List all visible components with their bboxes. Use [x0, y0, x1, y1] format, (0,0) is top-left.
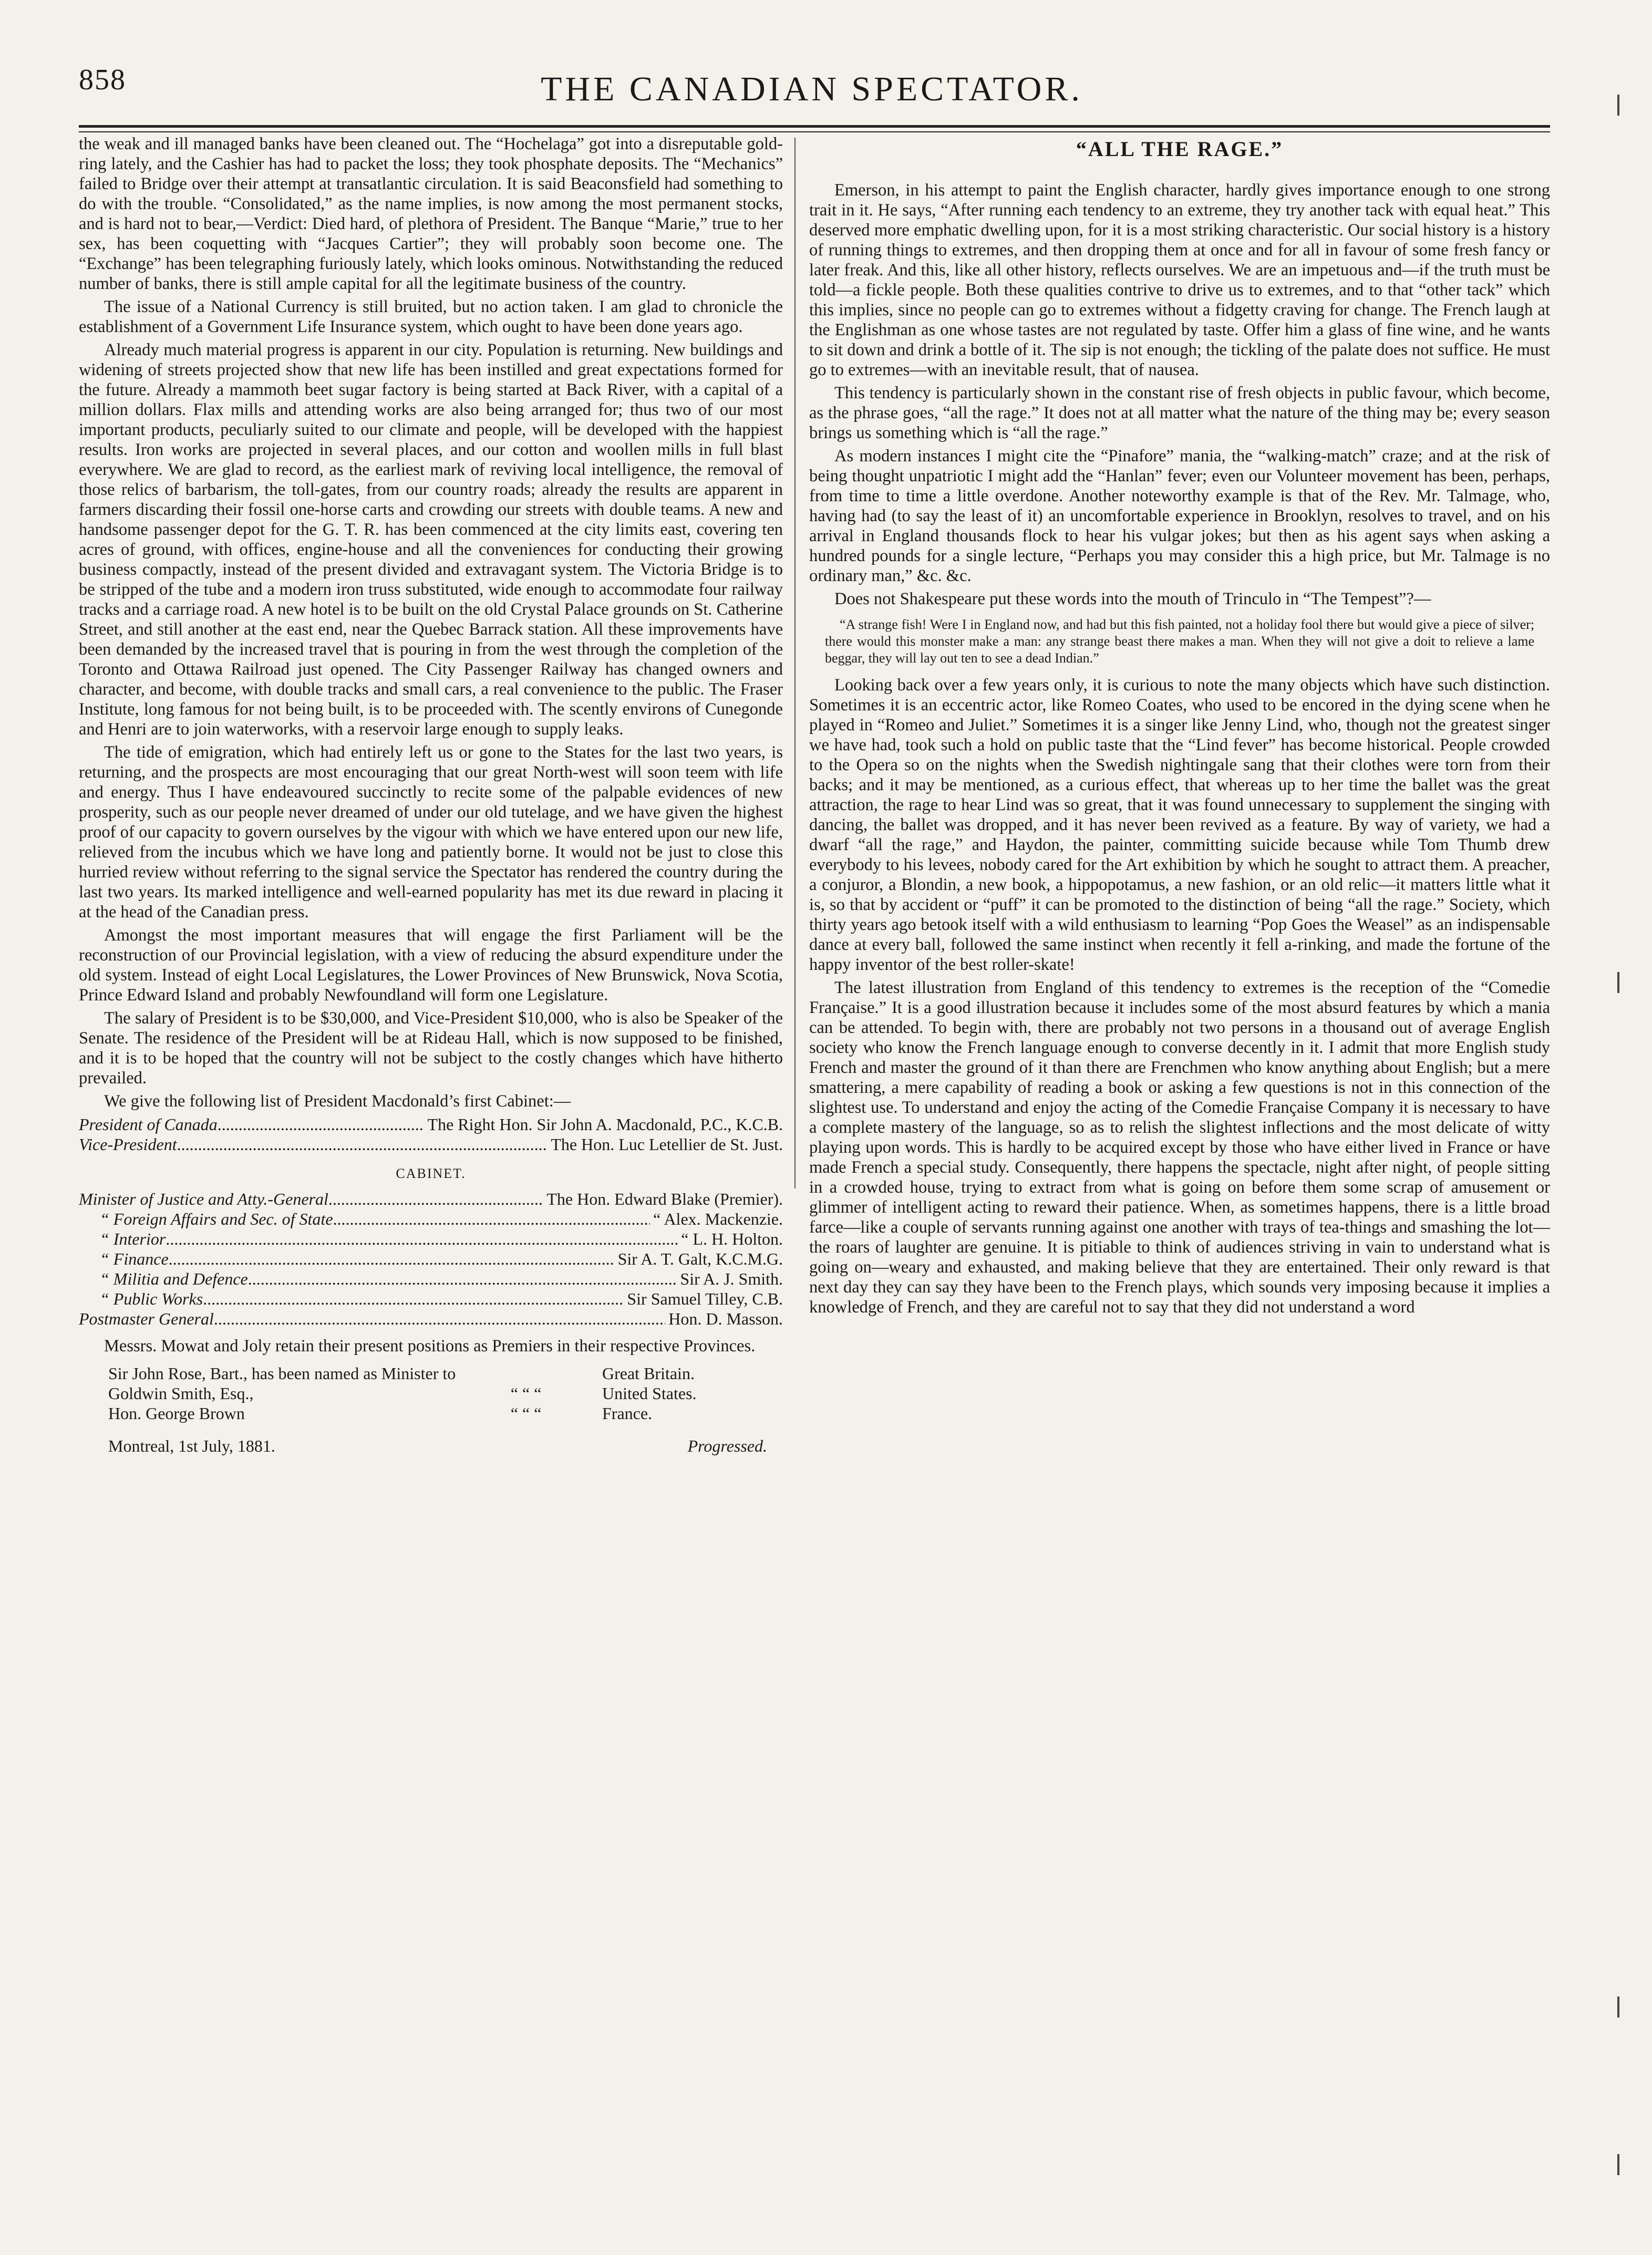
cabinet-name: The Hon. Edward Blake (Premier). [546, 1189, 783, 1208]
page-number: 858 [79, 64, 126, 96]
scan-edge-mark [1617, 95, 1619, 116]
leader-dots [328, 1189, 544, 1209]
minister-name: Hon. George Brown [108, 1404, 245, 1423]
leader-dots [218, 1114, 425, 1134]
minister-row [108, 1363, 783, 1383]
header-rule-thick [79, 125, 1550, 128]
signoff [108, 1436, 767, 1456]
masthead-title: THE CANADIAN SPECTATOR. [541, 70, 1083, 108]
cabinet-name: Sir A. J. Smith. [680, 1269, 783, 1288]
officer-line [79, 1134, 783, 1154]
cabinet-name: Hon. D. Masson. [668, 1309, 783, 1328]
minister-name: Goldwin Smith, Esq., [108, 1384, 254, 1403]
cabinet-line [79, 1229, 783, 1249]
column-divider [794, 138, 796, 1188]
leader-dots [169, 1249, 615, 1269]
officers-list [79, 1114, 783, 1154]
cabinet-name: “ Alex. Mackenzie. [653, 1209, 783, 1228]
minister-row [108, 1383, 783, 1403]
cabinet-name: Sir Samuel Tilley, C.B. [627, 1289, 783, 1308]
minister-post: Great Britain. [602, 1364, 695, 1383]
ditto-marks: “ “ “ [510, 1404, 542, 1423]
article-paragraph: The latest illustration from England of this tendency to extremes is the reception of the “Comedie Française.” It is a good illustration because it includes some of the most absurd features by which a mania can be attended. To begin with, there are probably not two persons in a thousand out of average English society who know the French language enough to converse decently in it. I admit that more English study French and master the ground of it than there are Frenchmen who know anything about English; but a mere smattering, a mere capability of reading a book or asking a few questions is not in this connection of the slightest use. To understand and enjoy the acting of the Comedie Française Company it is necessary to have a complete mastery of the language, so as to relish the slightest inflections and the most delicate of witty playing upon words. This is hardly to be acquired except by those who have either lived in France or have made French a special study. Consequently, there happens the spectacle, night after night, of people sitting in a crowded house, trying to extract from what is going on before them some scrap of amusement or glimmer of intelligent acting to reward their patience. When, as sometimes happens, there is a little broad farce—like a couple of servants running against one another with trays of tea-things and smashing the lot—the roars of laughter are genuine. It is pitiable to think of audiences striving in vain to understand what is going on—weary and exhausted, and making believe that they are entertained. Their only reward is that next day they can say they have been to the French plays, which sounds very imposing because it implies a knowledge of French, and they are careful not to say that they did not understand a word [809, 978, 1550, 1317]
cabinet-name: Sir A. T. Galt, K.C.M.G. [617, 1249, 783, 1268]
premiers-note: Messrs. Mowat and Joly retain their present positions as Premiers in their respective Provinces. [104, 1337, 756, 1356]
article-paragraph: Amongst the most important measures that will engage the first Parliament will be the reconstruction of our Provincial legislation, with a view of reducing the absurd expenditure under the old system. Instead of eight Local Legislatures, the Lower Provinces of New Brunswick, Nova Scotia, Prince Edward Island and probably Newfoundland will form one Legislature. [79, 926, 783, 1005]
cabinet-line [79, 1189, 783, 1209]
officer-role: Vice-President [79, 1135, 177, 1154]
article-paragraph: We give the following list of President Macdonald’s first Cabinet:— [104, 1092, 571, 1111]
cabinet-role: “ Militia and Defence [100, 1269, 248, 1288]
article-paragraph: Already much material progress is apparent in our city. Population is returning. New buildings and widening of streets projected show that new life has been instilled and great expectations formed for the future. Already a mammoth beet sugar factory is being started at Back River, with a capital of a million dollars. Flax mills and attending works are also being arranged for; thus two of our most important products, peculiarly suited to our climate and people, will be developed with the happiest results. Iron works are projected in several places, and our cotton and woollen mills in full blast everywhere. We are glad to record, as the earliest mark of reviving local intelligence, the removal of those relics of barbarism, the toll-gates, from our country roads; already the results are apparent in farmers discarding their fossil one-horse carts and crowding our streets with double teams. A new and handsome passenger depot for the G. T. R. has been commenced at the city limits east, covering ten acres of ground, with offices, engine-house and all the conveniences for conducting their growing business compactly, instead of the present divided and extravagant system. The Victoria Bridge is to be stripped of the tube and a modern iron truss substituted, wide enough to accommodate four railway tracks and a carriage road. A new hotel is to be built on the old Crystal Palace grounds on St. Catherine Street, and still another at the east end, near the Quebec Barrack station. All these improvements have been demanded by the increased travel that is pouring in from the west through the completion of the Toronto and Ottawa Railroad just opened. The City Passenger Railway has changed owners and character, and become, with double tracks and small cars, a real convenience to the public. The Fraser Institute, long famous for not being built, is to be proceeded with. The scently environs of Cunegonde and Henri are to join waterworks, with a reservoir large enough to supply leaks. [79, 340, 783, 739]
cabinet-role: “ Foreign Affairs and Sec. of State [100, 1209, 333, 1228]
officer-line [79, 1114, 783, 1134]
ministers-list [108, 1363, 783, 1423]
cabinet-role: “ Interior [100, 1229, 166, 1248]
leader-dots [333, 1209, 650, 1229]
right-column [809, 134, 1550, 1320]
article-title: “ALL THE RAGE.” [1076, 137, 1284, 161]
leader-dots [203, 1289, 624, 1309]
minister-name: Sir John Rose, Bart., has been named as Minister to [108, 1364, 456, 1383]
cabinet-line [79, 1209, 783, 1229]
cabinet-list [79, 1189, 783, 1329]
cabinet-role: Postmaster General [79, 1309, 214, 1328]
block-quote: “A strange fish! Were I in England now, and had but this fish painted, not a holiday fool there but would give a piece of silver; there would this monster make a man: any strange beast there makes a man. When they will not give a doit to relieve a lame beggar, they will lay out ten to see a dead Indian.” [825, 617, 1534, 666]
minister-post: United States. [602, 1384, 697, 1403]
signature: Progressed. [687, 1436, 767, 1455]
article-paragraph: Does not Shakespeare put these words into the mouth of Trinculo in “The Tempest”?— [834, 589, 1431, 608]
scan-edge-mark [1617, 1997, 1619, 2018]
article-paragraph: The salary of President is to be $30,000, and Vice-President $10,000, who is also be Speaker of the Senate. The residence of the President will be at Rideau Hall, which is now supposed to be finished, and it is to be hoped that the country will not be subject to the costly changes which have hitherto prevailed. [79, 1009, 783, 1088]
cabinet-role: “ Public Works [100, 1289, 203, 1308]
scan-edge-mark [1617, 972, 1619, 993]
scan-edge-mark [1617, 2154, 1619, 2175]
cabinet-line [79, 1309, 783, 1329]
leader-dots [214, 1309, 665, 1329]
cabinet-role: Minister of Justice and Atty.-General [79, 1189, 328, 1208]
cabinet-name: “ L. H. Holton. [681, 1229, 783, 1248]
cabinet-role: “ Finance [100, 1249, 169, 1268]
officer-role: President of Canada [79, 1115, 218, 1134]
article-paragraph: the weak and ill managed banks have been cleaned out. The “Hochelaga” got into a disreputable gold-ring lately, and the Cashier has had to packet the loss; they took phosphate deposits. The “Mechanics” failed to Bridge over their attempt at transatlantic circulation. It is said Beaconsfield had something to do with the trouble. “Consolidated,” as the name implies, is now among the most permanent stocks, and is hard not to bear,—Verdict: Died hard, of plethora of President. The Banque “Marie,” true to her sex, has been coquetting with “Jacques Cartier”; they will probably soon become one. The “Exchange” has been telegraphing furiously lately, which looks ominous. Notwithstanding the reduced number of banks, there is still ample capital for all the legitimate business of the country. [79, 135, 783, 293]
leader-dots [177, 1134, 548, 1154]
leader-dots [166, 1229, 678, 1249]
page-header [79, 58, 1545, 116]
article-paragraph: Looking back over a few years only, it is curious to note the many objects which have such distinction. Sometimes it is an eccentric actor, like Romeo Coates, who used to be encored in the dying scene when he played in “Romeo and Juliet.” Sometimes it is a singer like Jenny Lind, who, though not the greatest singer we have had, took such a hold on public taste that the “Lind fever” has become historical. People crowded to the Opera so on the nights when the Swedish nightingale sang that their clothes were torn from their backs; and it may be mentioned, as a curious effect, that whereas up to her time the ballet was the great attraction, the rage to hear Lind was so great, that it was found unnecessary to supplement the singing with dancing, the ballet was dropped, and it has never been revived as a feature. By way of variety, we had a dwarf “all the rage,” and Haydon, the painter, committing suicide because while Tom Thumb drew everybody to his levees, nobody cared for the Art exhibition by which he sought to attract them. A preacher, a conjuror, a Blondin, a new book, a hippopotamus, a new fashion, or an old relic—it matters little what it is, so that by accident or “puff” it can be promoted to the distinction of being “all the rage.” Society, which thirty years ago betook itself with a wild enthusiasm to learning “Pop Goes the Weasel” as an indispensable dance at every ball, followed the same instinct when recently it fell a-rinking, and made the fortune of the happy inventor of the best roller-skate! [809, 676, 1550, 974]
cabinet-line [79, 1249, 783, 1269]
minister-post: France. [602, 1404, 653, 1423]
cabinet-line [79, 1269, 783, 1289]
ditto-marks: “ “ “ [510, 1384, 542, 1403]
article-paragraph: As modern instances I might cite the “Pinafore” mania, the “walking-match” craze; and at the risk of being thought unpatriotic I might add the “Hanlan” fever; even our Volunteer movement has been, perhaps, from time to time a little overdone. Another noteworthy example is that of the Rev. Mr. Talmage, who, having had (to say the least of it) an uncomfortable experience in Brooklyn, resolves to travel, and on his arrival in England thousands flock to hear his vulgar jokes; but then as his agent says when asking a hundred pounds for a single lecture, “Perhaps you may consider this a high price, but Mr. Talmage is no ordinary man,” &c. &c. [809, 447, 1550, 585]
cabinet-heading: CABINET. [396, 1166, 466, 1181]
article-paragraph: The tide of emigration, which had entirely left us or gone to the States for the last two years, is returning, and the prospects are most encouraging that our great North-west will soon teem with life and energy. Thus I have endeavoured succinctly to recite some of the palpable evidences of new prosperity, such as our people never dreamed of under our old tutelage, and we have given the highest proof of our capacity to govern ourselves by the vigour with which we have entered upon our new life, relieved from the incubus which we have long and patiently borne. It would not be just to close this hurried review without referring to the signal service the Spectator has rendered the country during the last two years. Its marked intelligence and well-earned popularity has met its due reward in placing it at the head of the Canadian press. [79, 743, 783, 922]
article-paragraph: Emerson, in his attempt to paint the English character, hardly gives importance enough to one strong trait in it. He says, “After running each tendency to an extreme, they try another tack with equal heat.” This deserved more emphatic dwelling upon, for it is a most striking characteristic. Our social history is a history of running things to extremes, and then dropping them at once and for all in favour of some fresh fancy or later freak. And this, like all other history, reflects ourselves. We are an impetuous and—if the truth must be told—a fickle people. Both these qualities contrive to drive us to extremes, and to that “other tack” which this implies, since no people can go to extremes without a fidgetty craving for change. The French laugh at the Englishman as one whose tastes are not regulated by taste. Offer him a glass of fine wine, and he wants to sit down and drink a bottle of it. The sip is not enough; the tickling of the palate does not suffice. He must go to extremes—with an inevitable result, that of nausea. [809, 181, 1550, 379]
officer-name: The Hon. Luc Letellier de St. Just. [551, 1135, 783, 1154]
header-rule-thin [79, 131, 1550, 132]
minister-row [108, 1403, 783, 1423]
officer-name: The Right Hon. Sir John A. Macdonald, P.C., K.C.B. [427, 1115, 783, 1134]
left-column [79, 134, 783, 1456]
leader-dots [248, 1269, 677, 1289]
article-paragraph: The issue of a National Currency is still bruited, but no action taken. I am glad to chronicle the establishment of a Government Life Insurance system, which ought to have been done years ago. [79, 297, 783, 336]
article-paragraph: This tendency is particularly shown in the constant rise of fresh objects in public favour, which become, as the phrase goes, “all the rage.” It does not at all matter what the nature of the thing may be; every season brings us something which is “all the rage.” [809, 384, 1550, 442]
dateline: Montreal, 1st July, 1881. [108, 1436, 275, 1455]
cabinet-line [79, 1289, 783, 1309]
